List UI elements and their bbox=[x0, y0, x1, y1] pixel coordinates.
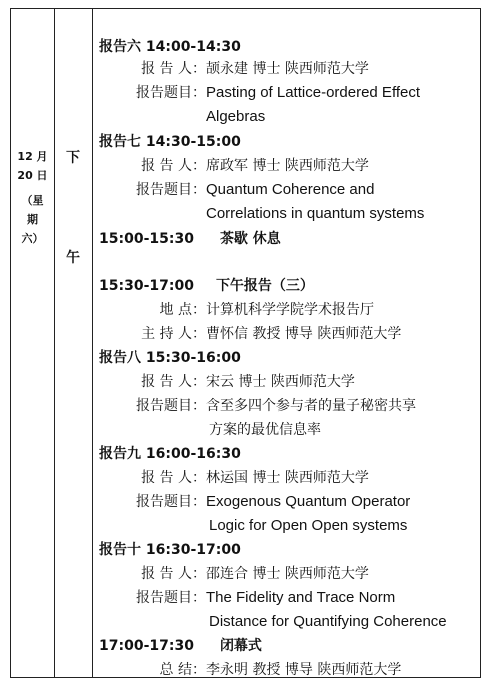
talk8-topic-row bbox=[121, 396, 416, 416]
talk7-speaker-row bbox=[121, 156, 369, 176]
talk9-topic-line2: Logic for Open Open systems bbox=[209, 517, 408, 534]
talk8-speaker-row bbox=[121, 372, 355, 392]
talk6-speaker-label: 报 告 人： bbox=[141, 61, 206, 77]
break-time: 15:00-15:30 bbox=[99, 231, 194, 247]
talk8-speaker-label: 报 告 人： bbox=[141, 374, 206, 390]
talk7-time: 14:30-15:00 bbox=[141, 134, 241, 150]
talk10-speaker: 邵连合 博士 陕西师范大学 bbox=[206, 566, 369, 582]
closing-label: 闭幕式 bbox=[219, 638, 262, 654]
date-cell bbox=[11, 147, 54, 248]
talk8-time: 15:30-16:00 bbox=[141, 350, 241, 366]
talk10-topic-row bbox=[121, 588, 395, 608]
talk7-speaker: 席政军 博士 陕西师范大学 bbox=[206, 158, 369, 174]
summary: 李永明 教授 博导 陕西师范大学 bbox=[206, 662, 402, 678]
talk9-title bbox=[99, 444, 241, 464]
talk8-topic-label: 报告题目： bbox=[136, 398, 206, 414]
talk7-prefix: 报告七 bbox=[99, 134, 141, 150]
summary-row bbox=[121, 660, 401, 680]
session-time: 15:30-17:00 bbox=[99, 278, 194, 294]
talk7-topic-row bbox=[121, 180, 374, 200]
talk8-title bbox=[99, 348, 241, 368]
talk8-topic-line2: 方案的最优信息率 bbox=[209, 422, 321, 438]
talk8-topic-line1: 含至多四个参与者的量子秘密共享 bbox=[206, 398, 416, 414]
weekday-line2: 期 bbox=[27, 213, 38, 226]
summary-label: 总 结： bbox=[159, 662, 206, 678]
talk6-speaker-row bbox=[121, 59, 369, 79]
talk7-topic-line1: Quantum Coherence and bbox=[206, 181, 375, 198]
weekday-line1: （星 bbox=[21, 194, 44, 207]
weekday-line3: 六） bbox=[21, 232, 44, 245]
period-wu: 午 bbox=[66, 250, 80, 266]
date-day: 20 日 bbox=[17, 169, 48, 182]
closing-row bbox=[99, 636, 262, 656]
talk6-topic-line2: Algebras bbox=[206, 108, 266, 125]
date-month: 12 月 bbox=[17, 150, 48, 163]
talk9-time: 16:00-16:30 bbox=[141, 446, 241, 462]
column-divider-period bbox=[92, 9, 93, 677]
talk10-prefix: 报告十 bbox=[99, 542, 141, 558]
talk9-prefix: 报告九 bbox=[99, 446, 141, 462]
talk8-speaker: 宋云 博士 陕西师范大学 bbox=[206, 374, 355, 390]
talk7-title bbox=[99, 132, 241, 152]
talk9-speaker-label: 报 告 人： bbox=[141, 470, 206, 486]
talk9-topic-row bbox=[121, 492, 410, 512]
session-label: 下午报告（三） bbox=[215, 278, 314, 294]
talk7-topic-label: 报告题目： bbox=[136, 182, 206, 198]
talk10-time: 16:30-17:00 bbox=[141, 542, 241, 558]
column-divider-date bbox=[54, 9, 55, 677]
break-row bbox=[99, 229, 281, 249]
talk9-speaker: 林运国 博士 陕西师范大学 bbox=[206, 470, 369, 486]
talk9-topic-label: 报告题目： bbox=[136, 494, 206, 510]
talk6-topic-line1: Pasting of Lattice-ordered Effect bbox=[206, 84, 421, 101]
talk8-prefix: 报告八 bbox=[99, 350, 141, 366]
talk6-topic-label: 报告题目： bbox=[136, 85, 206, 101]
break-label: 茶歇 休息 bbox=[219, 231, 281, 247]
talk10-speaker-label: 报 告 人： bbox=[141, 566, 206, 582]
talk9-topic-line1: Exogenous Quantum Operator bbox=[206, 493, 411, 510]
talk6-speaker: 颉永建 博士 陕西师范大学 bbox=[206, 61, 369, 77]
talk10-topic-label: 报告题目： bbox=[136, 590, 206, 606]
host: 曹怀信 教授 博导 陕西师范大学 bbox=[206, 326, 402, 342]
period-xia: 下 bbox=[66, 150, 80, 166]
talk10-title bbox=[99, 540, 241, 560]
talk10-speaker-row bbox=[121, 564, 369, 584]
venue: 计算机科学学院学术报告厅 bbox=[206, 302, 374, 318]
talk6-title: 报告六 14:00-14:30 bbox=[99, 39, 241, 55]
session-row bbox=[99, 276, 314, 296]
talk7-topic-line2: Correlations in quantum systems bbox=[206, 205, 425, 222]
talk6-topic-row bbox=[121, 83, 420, 103]
host-row bbox=[121, 324, 401, 344]
host-label: 主 持 人： bbox=[141, 326, 206, 342]
closing-time: 17:00-17:30 bbox=[99, 638, 194, 654]
talk7-speaker-label: 报 告 人： bbox=[141, 158, 206, 174]
talk9-speaker-row bbox=[121, 468, 369, 488]
talk10-topic-line2: Distance for Quantifying Coherence bbox=[209, 613, 447, 630]
talk10-topic-line1: The Fidelity and Trace Norm bbox=[206, 589, 396, 606]
venue-label: 地 点： bbox=[159, 302, 206, 318]
schedule-table bbox=[10, 8, 481, 678]
venue-row bbox=[121, 300, 374, 320]
